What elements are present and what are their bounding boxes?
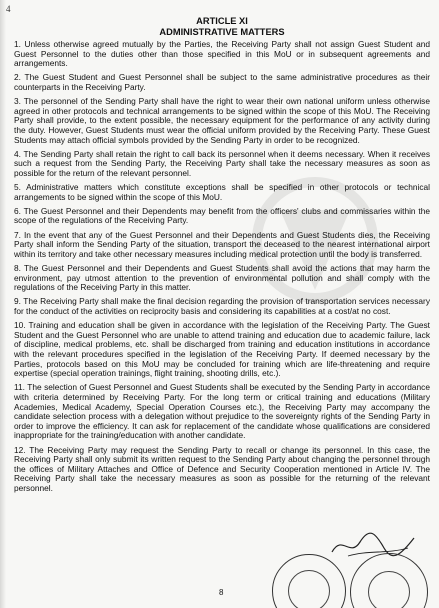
- paragraph-6: 6. The Guest Personnel and their Dependents may benefit from the officers' clubs and commissaries within the scope of the regulations of the Receiving Party.: [14, 205, 430, 226]
- official-seal-left-inner: [288, 570, 330, 608]
- paragraph-12: 12. The Receiving Party may request the Sending Party to recall or change its personnel. In this case, the Receiving Party shall only submit its written request to the Sending Party about changing the personnel through the offices of Military Attaches and Office of Defence and Security Cooperation mentioned in Article IV. The Receiving Party shall take the necessary measures as soon as possible for the returning of the relevant personnel.: [14, 444, 430, 493]
- article-content: [14, 16, 430, 498]
- article-title: ARTICLE XI: [196, 16, 248, 26]
- corner-mark-text: 4: [6, 4, 11, 14]
- page-binding-edge: [0, 0, 6, 608]
- paragraph-8: 8. The Guest Personnel and their Dependents and Guest Students shall avoid the actions that may harm the environment, pay utmost attention to the prevention of environmental pollution and shall comply with the regulations of the Receiving Party in this matter.: [14, 263, 430, 293]
- paragraph-2: 2. The Guest Student and Guest Personnel shall be subject to the same administrative procedures as their counterparts in the Receiving Party.: [14, 72, 430, 92]
- paragraph-7: 7. In the event that any of the Guest Personnel and their Dependents and Guest Students dies, the Receiving Party shall inform the Sending Party of the situation, transport the deceased to the nearest international airport within its territory and take other necessary measures including medical protection until the body is transferred.: [14, 229, 430, 259]
- paragraph-9: 9. The Receiving Party shall make the final decision regarding the provision of transportation services necessary for the conduct of the activities on reciprocity basis and considering its capabilities at a cost/at no cost.: [14, 296, 430, 316]
- paragraph-3: 3. The personnel of the Sending Party shall have the right to wear their own national uniform unless otherwise agreed in other protocols and technical arrangements to be signed within the scope of this MoU. The Receiving Party shall provide, to the extent possible, the necessary equipment for the performance of any activity during the duty. However, Guest Students must wear the official uniform provided by the Receiving Party. These Guest Students may attach official symbols provided by the Sending Party in order to be recognized.: [14, 96, 430, 145]
- official-seal-right-inner: [368, 571, 410, 608]
- paragraph-10: 10. Training and education shall be given in accordance with the legislation of the Receiving Party. The Guest Student and the Guest Personnel who are unable to attend training and education due to academic failure, lack of discipline, medical problems, etc. shall be discharged from training and education institutions in accordance with the relevant procedures specified in the legislation of the Receiving Party. If deemed necessary by the Parties, protocols based on this MoU may be concluded for training which are life-threatening and require expertise (special operation trainings, flight training, shooting drills, etc.).: [14, 320, 430, 379]
- paragraph-list: [14, 40, 430, 493]
- paragraph-11: 11. The selection of Guest Personnel and Guest Students shall be executed by the Sending Party in accordance with criteria determined by Receiving Party. For the long term or critical training and educations (Military Academies, Medical Academy, Special Operation Courses etc.), the Receiving Party may accompany the candidate selection process with a delegation without prejudice to the sovereignty rights of the Sending Party in order to improve the efficiency. It can ask for replacement of the candidate whose qualifications are considered inappropriate for the training/education with another candidate.: [14, 382, 430, 441]
- official-seal-left: [272, 554, 346, 608]
- paragraph-4: 4. The Sending Party shall retain the right to call back its personnel when it deems necessary. When it receives such a request from the Sending Party, the Receiving Party shall take the necessary measures as soon as possible for the return of the relevant personnel.: [14, 148, 430, 178]
- paragraph-1: 1. Unless otherwise agreed mutually by the Parties, the Receiving Party shall not assign Guest Student and Guest Personnel to the duties other than those specified in this MoU or in subsequent agreements and arrangements.: [14, 39, 430, 69]
- page-number: 8: [219, 588, 224, 597]
- paragraph-5: 5. Administrative matters which constitute exceptions shall be specified in other protocols or technical arrangements to be signed within the scope of this MoU.: [14, 182, 430, 202]
- official-seal-right: [350, 553, 428, 608]
- article-subtitle: ADMINISTRATIVE MATTERS: [159, 26, 285, 37]
